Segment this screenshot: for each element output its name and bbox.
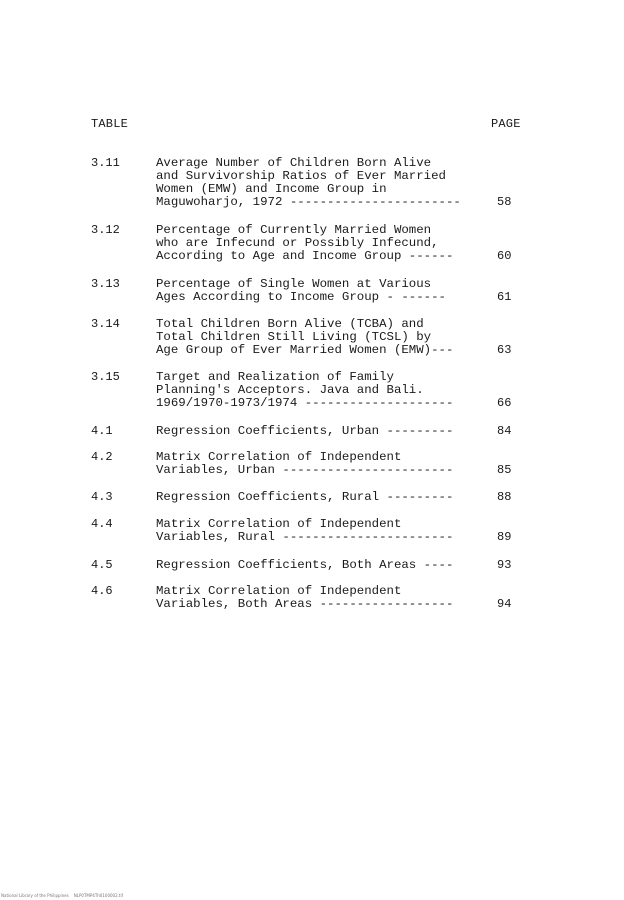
table-title-line: 1969/1970-1973/1974 -------------------- (156, 396, 454, 410)
page-number: 84 (497, 424, 512, 438)
table-title-line: and Survivorship Ratios of Ever Married (156, 169, 446, 183)
table-number: 4.5 (91, 558, 113, 572)
table-title (156, 278, 476, 304)
table-title-line: Planning's Acceptors. Java and Bali. (156, 383, 424, 397)
table-number: 4.2 (91, 450, 113, 464)
page-number: 58 (497, 195, 512, 209)
table-title-line: Total Children Still Living (TCSL) by (156, 330, 432, 344)
table-title (156, 559, 476, 572)
table-title (156, 518, 476, 544)
table-title-line: Variables, Rural ----------------------- (156, 530, 454, 544)
table-title-line: Percentage of Currently Married Women (156, 223, 432, 237)
table-title-line: According to Age and Income Group ------ (156, 249, 454, 263)
table-title-line: Total Children Born Alive (TCBA) and (156, 317, 424, 331)
page-number: 66 (497, 396, 512, 410)
table-title-line: Matrix Correlation of Independent (156, 450, 402, 464)
table-title (156, 224, 476, 263)
page-number: 93 (497, 558, 512, 572)
page-column-header: PAGE (491, 117, 521, 131)
page-number: 94 (497, 597, 512, 611)
table-title (156, 318, 476, 357)
page-number: 88 (497, 490, 512, 504)
table-title-line: Regression Coefficients, Urban --------- (156, 424, 454, 438)
table-title-line: who are Infecund or Possibly Infecund, (156, 236, 439, 250)
table-title (156, 451, 476, 477)
page-number: 89 (497, 530, 512, 544)
table-title (156, 585, 476, 611)
table-title (156, 425, 476, 438)
scan-footer-text: National Library of the Philippines NLP0TMP4Th0100002.tif (1, 893, 123, 898)
table-column-header: TABLE (91, 117, 129, 131)
table-title-line: Target and Realization of Family (156, 370, 394, 384)
table-title (156, 157, 476, 209)
page-number: 60 (497, 249, 512, 263)
table-title-line: Variables, Urban ----------------------- (156, 463, 454, 477)
table-title-line: Regression Coefficients, Both Areas ---- (156, 558, 454, 572)
table-title-line: Percentage of Single Women at Various (156, 277, 432, 291)
table-title-line: Matrix Correlation of Independent (156, 584, 402, 598)
table-number: 3.11 (91, 156, 120, 170)
table-number: 3.13 (91, 277, 120, 291)
table-number: 3.12 (91, 223, 120, 237)
table-title-line: Matrix Correlation of Independent (156, 517, 402, 531)
table-title-line: Ages According to Income Group - ------ (156, 290, 446, 304)
table-title (156, 371, 476, 410)
table-title-line: Women (EMW) and Income Group in (156, 182, 387, 196)
table-number: 4.3 (91, 490, 113, 504)
page-number: 61 (497, 290, 512, 304)
table-number: 3.15 (91, 370, 120, 384)
table-title-line: Variables, Both Areas ------------------ (156, 597, 454, 611)
table-title (156, 491, 476, 504)
table-title-line: Average Number of Children Born Alive (156, 156, 432, 170)
table-title-line: Maguwoharjo, 1972 ----------------------- (156, 195, 461, 209)
table-title-line: Age Group of Ever Married Women (EMW)--- (156, 343, 454, 357)
page-number: 85 (497, 463, 512, 477)
page-number: 63 (497, 343, 512, 357)
table-title-line: Regression Coefficients, Rural --------- (156, 490, 454, 504)
table-number: 3.14 (91, 317, 120, 331)
table-number: 4.4 (91, 517, 113, 531)
table-number: 4.6 (91, 584, 113, 598)
table-number: 4.1 (91, 424, 113, 438)
